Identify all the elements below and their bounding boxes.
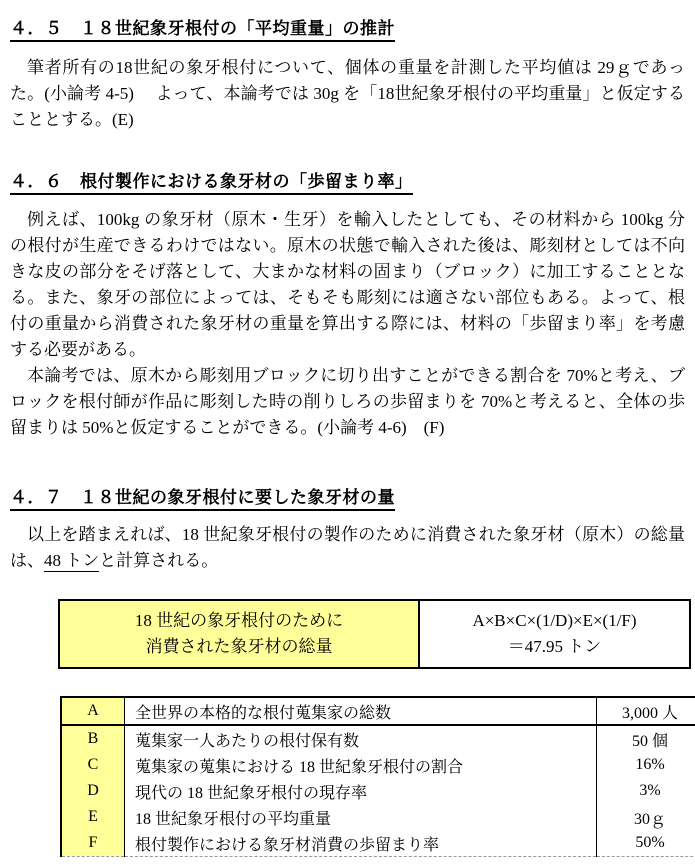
row-d-key: D [61, 778, 125, 804]
table-row-a [61, 697, 695, 725]
summary-label-line-2: 消費された象牙材の総量 [145, 637, 333, 656]
row-b-label: 蒐集家一人あたりの根付保有数 [135, 732, 360, 750]
row-a-value: 3,000 人 [597, 697, 695, 725]
section-4-5-paragraph: 筆者所有の18世紀の象牙根付について、個体の重量を計測した平均値は 29ｇであった。(小論考 4-5) よって、本論考では 30g を「18世紀象牙根付の平均重量」と仮定することとする。(E) [10, 58, 685, 129]
total-amount-underlined: 48 トン [44, 551, 100, 570]
row-f-value: 50% [597, 830, 695, 857]
table-row-e [61, 804, 695, 830]
row-c-label: 蒐集家の蒐集における 18 世紀象牙根付の割合 [135, 758, 464, 776]
section-4-7-heading-text: ４．７ １８世紀の象牙根付に要した象牙材の量 [10, 488, 395, 511]
summary-box-formula-cell [420, 601, 689, 667]
summary-box [58, 599, 691, 669]
table-row-f [61, 830, 695, 857]
row-e-value: 30ｇ [597, 804, 695, 830]
row-d-label: 現代の 18 世紀象牙根付の現存率 [135, 784, 368, 802]
row-c-value: 16% [597, 752, 695, 778]
parameters-table [60, 696, 695, 857]
row-d-value: 3% [597, 778, 695, 804]
summary-box-label-cell [60, 601, 420, 667]
table-row-d [61, 778, 695, 804]
summary-label-line-1: 18 世紀の象牙根付のために [134, 611, 344, 630]
section-4-6-paragraph-2: 本論考では、原木から彫刻用ブロックに切り出すことができる割合を 70%と考え、ブロックを根付師が作品に彫刻した時の削りしろの歩留まりを 70%と考えると、全体の歩留まりは 50%と仮定することができる。(小論考 4-6) (F) [10, 366, 685, 437]
table-row-b [61, 725, 695, 752]
section-4-6-paragraph-1: 例えば、100kg の象牙材（原木・生牙）を輸入したとしても、その材料から 100kg 分の根付が生産できるわけではない。原木の状態で輸入された後は、彫刻材としては不向きな皮の部分をそげ落として、大まかな材料の固まり（ブロック）に加工することとなる。また、象牙の部位によっては、そもそも彫刻には適さない部位もある。よって、根付の重量から消費された象牙材の重量を算出する際には、材料の「歩留まり率」を考慮する必要がある。 [10, 210, 685, 359]
row-a-key: A [61, 697, 125, 725]
section-4-5-heading [10, 14, 685, 39]
total-amount-text-before: 以上を踏まえれば、18 世紀象牙根付の製作のために消費された象牙材（原木）の総量は、 [10, 525, 685, 570]
row-e-key: E [61, 804, 125, 830]
table-row-c [61, 752, 695, 778]
section-4-7-paragraph [10, 522, 685, 574]
row-c-key: C [61, 752, 125, 778]
row-b-key: B [61, 725, 125, 752]
row-f-label: 根付製作における象牙材消費の歩留まり率 [135, 836, 440, 854]
section-4-7-heading [10, 483, 685, 508]
section-4-5-heading-text: ４．５ １８世紀象牙根付の「平均重量」の推計 [10, 19, 395, 42]
row-a-label: 全世界の本格的な根付蒐集家の総数 [125, 697, 597, 725]
row-e-label: 18 世紀象牙根付の平均重量 [135, 810, 332, 828]
row-f-key: F [61, 830, 125, 857]
section-4-6-heading [10, 167, 685, 192]
section-4-6-heading-text: ４．６ 根付製作における象牙材の「歩留まり率」 [10, 172, 413, 195]
formula-result: ＝47.95 トン [507, 637, 602, 656]
formula-expression: A×B×C×(1/D)×E×(1/F) [472, 611, 637, 630]
total-amount-text-after: と計算される。 [99, 551, 219, 570]
row-b-value: 50 個 [597, 725, 695, 752]
